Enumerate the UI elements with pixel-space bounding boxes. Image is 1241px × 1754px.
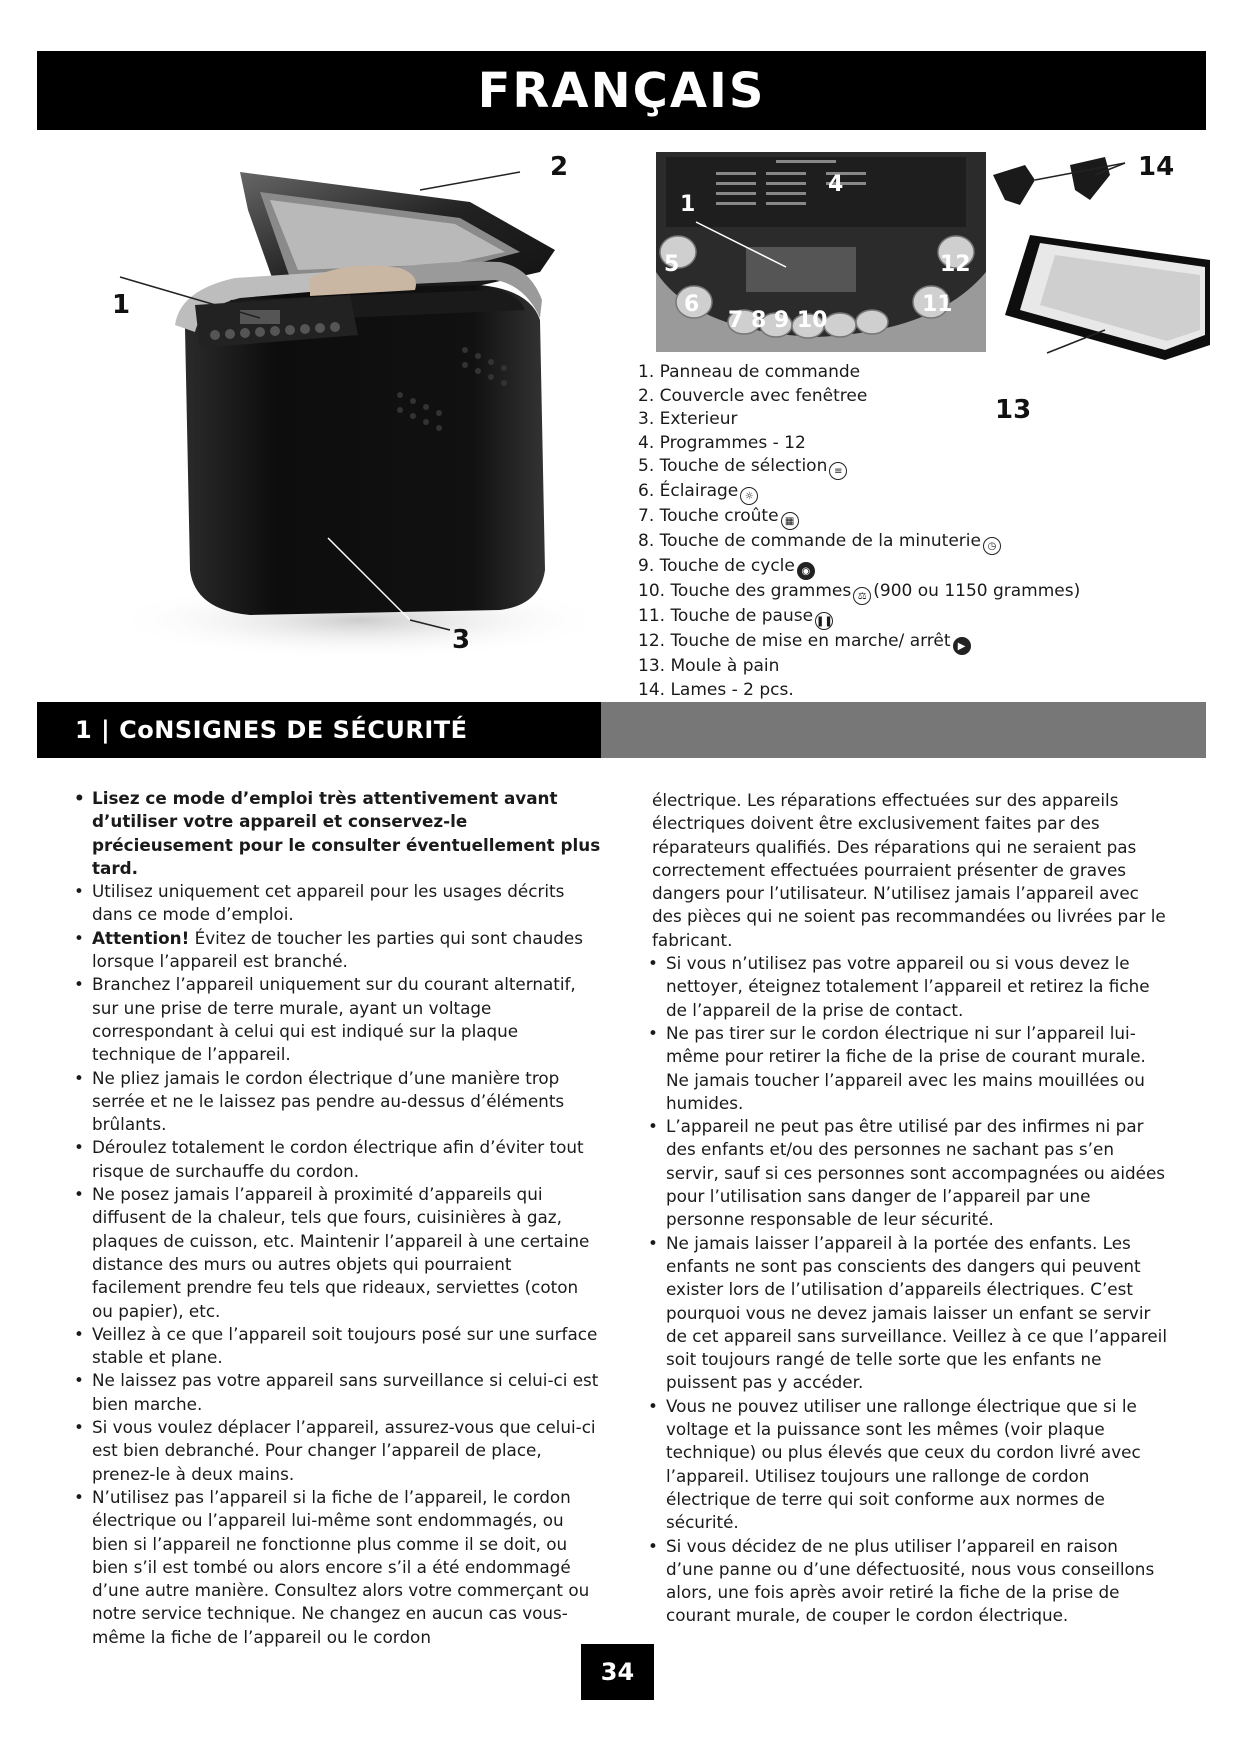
page-title: FRANÇAIS xyxy=(477,62,766,119)
list-item: • Veillez à ce que l’appareil soit toujours posé sur une surface stable et plane. xyxy=(74,1323,598,1368)
section-header-dark xyxy=(37,702,601,758)
callout-1: 1 xyxy=(112,290,131,320)
list-item: • Ne laissez pas votre appareil sans surveillance si celui-ci est bien marche. xyxy=(74,1370,599,1414)
panel-label-12: 12 xyxy=(940,252,971,277)
list-item: • Ne jamais laisser l’appareil à la portée des enfants. Les enfants ne sont pas conscients des dangers qui peuvent exister lors de l’utilisation d’appareils électriques. C’est pourquoi vous ne devez jamais laisser un enfant se servir de cet appareil sans surveillance. Veillez à ce que l’appareil soit toujours rangé de telle sorte que les enfants ne puissent pas y accéder. xyxy=(648,1232,1168,1393)
list-item: • Attention! Évitez de toucher les parties qui sont chaudes lorsque l’appareil est branché. xyxy=(74,927,583,972)
page-number: 34 xyxy=(581,1644,654,1700)
cycle-icon: ◉ xyxy=(797,562,815,580)
list-item: • Si vous voulez déplacer l’appareil, assurez-vous que celui-ci est bien debranché. Pour changer l’appareil de place, prenez-le à deux mains. xyxy=(74,1417,596,1484)
list-item: • Vous ne pouvez utiliser une rallonge électrique que si le voltage et la puissance sont les mêmes (voir plaque technique) ou plus élevés que ceux du cordon livré avec l’appareil. Utilisez toujours une rallonge de cordon électrique de terre qui soit conforme aux normes de sécurité. xyxy=(648,1395,1141,1533)
list-item: 11. Touche de pause ❚❚ xyxy=(638,605,1118,630)
bread-machine-illustration xyxy=(100,150,600,680)
light-bulb-icon: ☼ xyxy=(740,487,758,505)
list-item: 8. Touche de commande de la minuterie ◷ xyxy=(638,530,1118,555)
list-item: 14. Lames - 2 pcs. xyxy=(638,679,794,700)
panel-label-7-10: 7 8 9 10 xyxy=(728,308,828,333)
list-item: • L’appareil ne peut pas être utilisé par des infirmes ni par des enfants et/ou des personnes ne sachant pas s’en servir, sauf si ces personnes sont accompagnées ou aidées pour l’utilisation sans danger de l’appareil par une personne responsable de leur sécurité. xyxy=(648,1116,1166,1230)
callout-3: 3 xyxy=(452,625,471,655)
section-title: 1 | CoNSIGNES DE SÉCURITÉ xyxy=(75,716,468,744)
list-item: 4. Programmes - 12 xyxy=(638,432,806,453)
header-bar xyxy=(37,51,1206,130)
callout-14: 14 xyxy=(1138,152,1175,182)
list-item: • N’utilisez pas l’appareil si la fiche de l’appareil, le cordon électrique ou l’appareil lui-même sont endommagés, ou bien si l’appareil ne fonctionne plus comme il se doit, ou bien s’il est tombé ou alors encore s’il a été endommagé d’une autre manière. Consultez alors votre commerçant ou notre service technique. Ne changez en aucun cas vous-même la fiche de l’appareil ou le cordon xyxy=(74,1486,590,1647)
crust-icon: ▦ xyxy=(781,512,799,530)
callout-13: 13 xyxy=(995,395,1032,425)
list-item: 12. Touche de mise en marche/ arrêt ▶ xyxy=(638,630,1118,655)
parts-list xyxy=(638,361,1118,702)
list-item: • Déroulez totalement le cordon électrique afin d’éviter tout risque de surchauffe du cordon. xyxy=(74,1137,584,1181)
section-header-bar xyxy=(37,702,1206,758)
list-item: • Si vous n’utilisez pas votre appareil ou si vous devez le nettoyer, éteignez totalement l’appareil et retirez la fiche de l’appareil de la prise de contact. xyxy=(648,953,1150,1020)
timer-icon: ◷ xyxy=(983,537,1001,555)
list-item: 10. Touche des grammes ⚖ (900 ou 1150 grammes) xyxy=(638,580,1118,605)
panel-label-1: 1 xyxy=(680,192,696,217)
list-item: • Ne posez jamais l’appareil à proximité d’appareils qui diffusent de la chaleur, tels que fours, cuisinières à gaz, plaques de cuisson, etc. Maintenir l’appareil à une certaine distance des murs ou autres objets qui pourraient facilement prendre feu tels que rideaux, serviettes (coton ou papier), etc. xyxy=(74,1184,590,1321)
list-item: 7. Touche croûte ▦ xyxy=(638,505,1118,530)
list-item: • Si vous décidez de ne plus utiliser l’appareil en raison d’une panne ou d’une défectuosité, nous vous conseillons alors, une fois après avoir retiré la fiche de la prise de courant murale, de couper le cordon électrique. xyxy=(648,1535,1155,1626)
callout-2: 2 xyxy=(550,152,569,182)
pause-icon: ❚❚ xyxy=(815,612,833,630)
list-item: 1. Panneau de commande xyxy=(638,362,861,382)
menu-button-icon: ≡ xyxy=(829,462,847,480)
list-item: • Branchez l’appareil uniquement sur du courant alternatif, sur une prise de terre murale, ayant un voltage correspondant à celui qui est indiqué sur la plaque technique de l’appareil. xyxy=(74,974,576,1065)
list-item: 3. Exterieur xyxy=(638,409,738,429)
continued-paragraph: électrique. Les réparations effectuées sur des appareils électriques doivent être exclusivement faites par des réparateurs qualifiés. Des réparations qui ne seraient pas correctement effectuées pourraient présenter de graves dangers pour l’utilisateur. N’utilisez jamais l’appareil avec des pièces qui ne soient pas recommandées ou livrées par le fabricant. xyxy=(652,790,1166,950)
panel-label-11: 11 xyxy=(922,292,953,317)
safety-instructions-right-column xyxy=(648,789,1168,1628)
list-item: 5. Touche de sélection ≡ xyxy=(638,455,1118,480)
list-item: 2. Couvercle avec fenêtree xyxy=(638,385,868,406)
list-item: • Ne pliez jamais le cordon électrique d’une manière trop serrée et ne le laissez pas pendre au-dessus d’éléments brûlants. xyxy=(74,1067,565,1135)
panel-label-5: 5 xyxy=(664,252,680,277)
list-item: • Lisez ce mode d’emploi très attentivement avant d’utiliser votre appareil et conservez-le précieusement pour le consulter éventuellement plus tard. xyxy=(74,788,601,878)
weight-icon: ⚖ xyxy=(853,587,871,605)
list-item: • Utilisez uniquement cet appareil pour les usages décrits dans ce mode d’emploi. xyxy=(74,881,565,925)
list-item: 6. Éclairage ☼ xyxy=(638,480,1118,505)
list-item: 13. Moule à pain xyxy=(638,656,780,676)
start-stop-icon: ▶ xyxy=(953,637,971,655)
panel-label-4: 4 xyxy=(828,172,844,197)
safety-instructions-left-column xyxy=(74,787,604,1649)
list-item: 9. Touche de cycle ◉ xyxy=(638,555,1118,580)
panel-label-6: 6 xyxy=(684,292,700,317)
list-item: • Ne pas tirer sur le cordon électrique ni sur l’appareil lui-même pour retirer la fiche de la prise de courant murale. Ne jamais toucher l’appareil avec les mains mouillées ou humides. xyxy=(648,1022,1146,1113)
